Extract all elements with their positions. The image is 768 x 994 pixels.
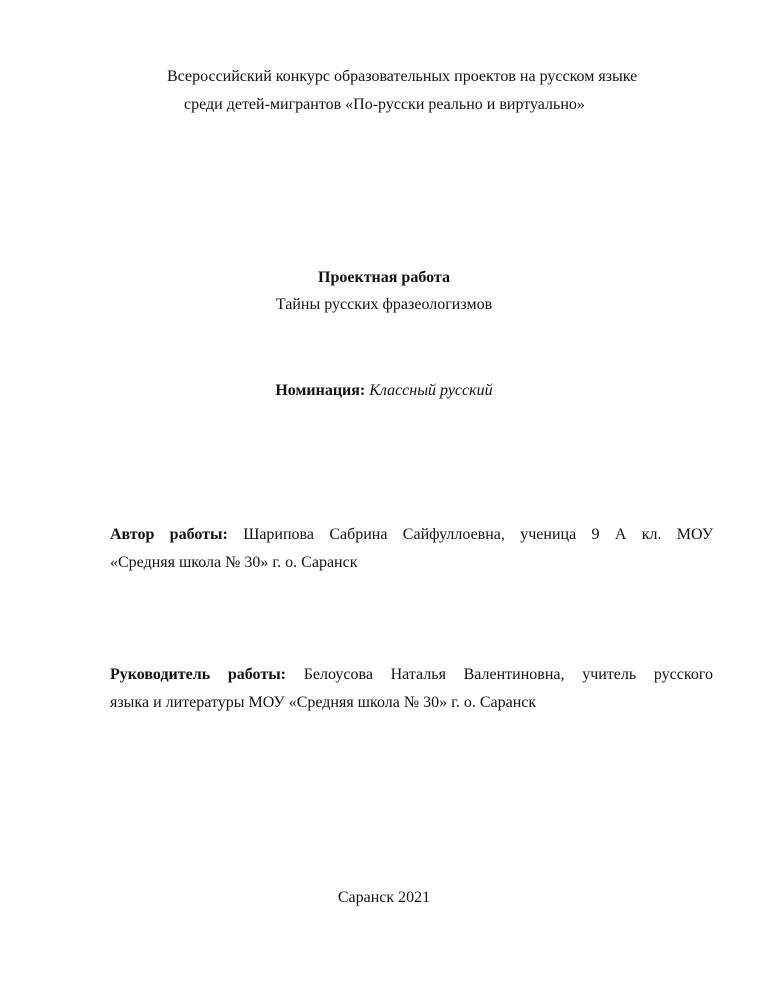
nomination-line [0, 381, 768, 401]
author-name-school: Шарипова Сабрина Сайфуллоевна, ученица 9 А кл. МОУ [243, 526, 714, 543]
supervisor-line2: языка и литературы МОУ «Средняя школа № 30» г. о. Саранск [110, 694, 537, 711]
nomination-value: Классный русский [369, 382, 493, 399]
project-title: Тайны русских фразеологизмов [275, 296, 493, 313]
author-line1 [110, 525, 713, 545]
nomination-label: Номинация: [275, 382, 366, 399]
supervisor-name-role: Белоусова Наталья Валентиновна, учитель русского [303, 666, 714, 683]
author-line2: «Средняя школа № 30» г. о. Саранск [110, 554, 358, 571]
supervisor-label: Руководитель работы: [110, 666, 287, 683]
contest-title-line1: Всероссийский конкурс образовательных проектов на русском языке [167, 68, 638, 85]
contest-title-line2: среди детей-мигрантов «По-русски реально и виртуально» [184, 96, 585, 113]
project-label: Проектная работа [318, 269, 450, 286]
city-year: Саранск 2021 [337, 889, 431, 906]
author-label: Автор работы: [110, 526, 228, 543]
supervisor-line1 [110, 665, 713, 685]
